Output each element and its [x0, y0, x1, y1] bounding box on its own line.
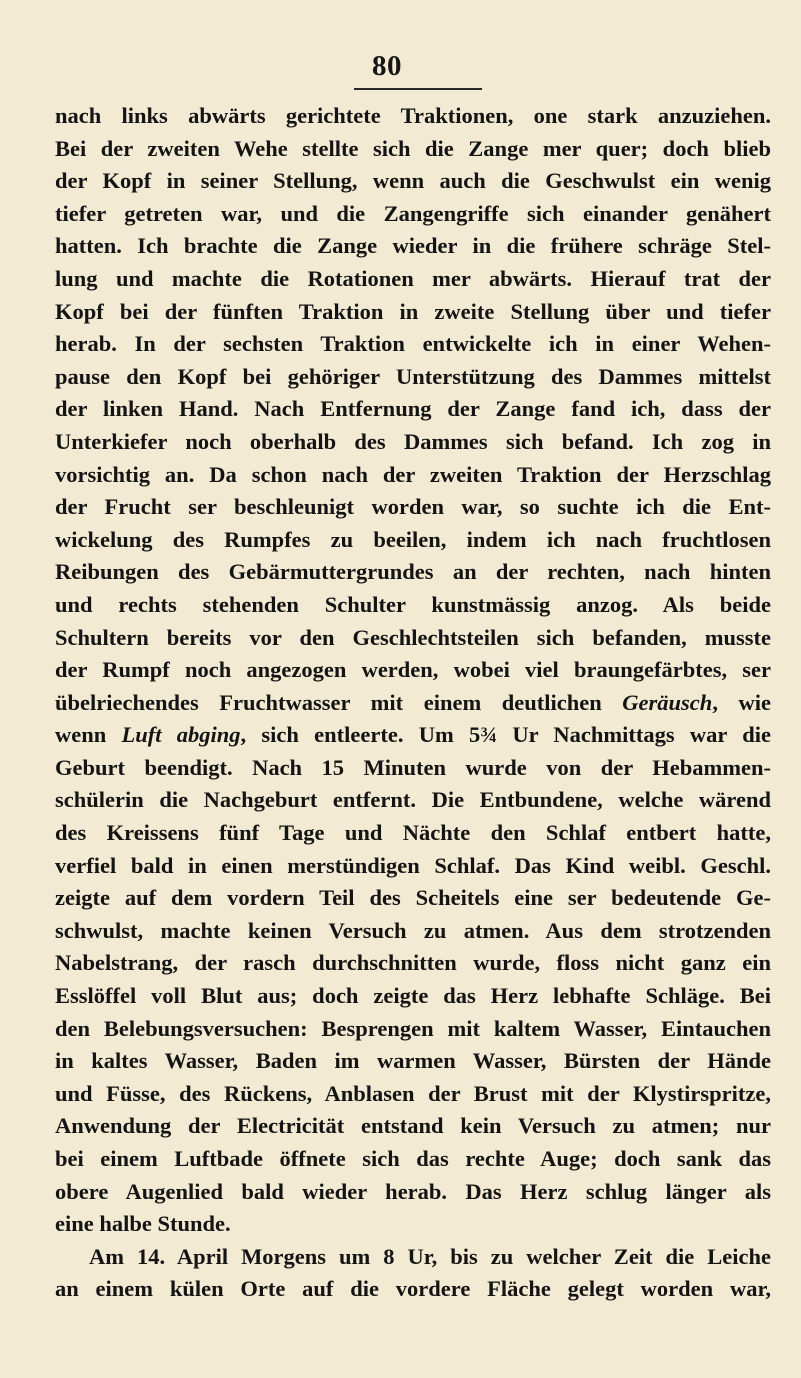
text-line: in kaltes Wasser, Baden im warmen Wasser, Bürsten der Hände	[55, 1048, 771, 1074]
text-line: Am 14. April Morgens um 8 Ur, bis zu welcher Zeit die Leiche	[89, 1243, 771, 1269]
text-line: Geburt beendigt. Nach 15 Minuten wurde von der Hebammen-	[55, 754, 771, 780]
text-line: wickelung des Rumpfes zu beeilen, indem ich nach fruchtlosen	[55, 526, 771, 552]
page-header	[0, 50, 801, 90]
text-line: den Belebungsversuchen: Besprengen mit kaltem Wasser, Eintauchen	[55, 1015, 771, 1041]
text-segment: übelriechendes Fruchtwasser mit einem deutlichen	[55, 689, 623, 715]
italic-term: Luft abging	[121, 722, 241, 748]
text-line: und rechts stehenden Schulter kunstmässig anzog. Als beide	[55, 591, 771, 617]
italic-term: Geräusch	[622, 689, 713, 715]
text-line: der Kopf in seiner Stellung, wenn auch die Geschwulst ein wenig	[55, 168, 771, 194]
text-line: zeigte auf dem vordern Teil des Scheitels eine ser bedeutende Ge-	[55, 885, 771, 911]
text-line	[55, 719, 771, 752]
text-line	[55, 687, 771, 720]
text-line: der linken Hand. Nach Entfernung der Zange fand ich, dass der	[55, 396, 771, 422]
text-segment: , sich entleerte. Um 5¾ Ur Nachmittags war die	[240, 722, 771, 748]
text-line: Schultern bereits vor den Geschlechtsteilen sich befanden, musste	[55, 624, 771, 650]
text-line: der Frucht ser beschleunigt worden war, so suchte ich die Ent-	[55, 494, 771, 520]
text-line: obere Augenlied bald wieder herab. Das Herz schlug länger als	[55, 1178, 771, 1204]
text-line: an einem külen Orte auf die vordere Fläche gelegt worden war,	[55, 1276, 771, 1302]
text-line: pause den Kopf bei gehöriger Unterstützung des Dammes mittelst	[55, 363, 771, 389]
text-line: schülerin die Nachgeburt entfernt. Die Entbundene, welche wärend	[55, 787, 771, 813]
header-rule	[354, 88, 482, 90]
text-line: Esslöffel voll Blut aus; doch zeigte das Herz lebhafte Schläge. Bei	[55, 983, 771, 1009]
text-line: und Füsse, des Rückens, Anblasen der Brust mit der Klystirspritze,	[55, 1080, 771, 1106]
text-line: vorsichtig an. Da schon nach der zweiten Traktion der Herzschlag	[55, 461, 771, 487]
body-text	[55, 100, 771, 1306]
text-line: Reibungen des Gebärmuttergrundes an der rechten, nach hinten	[55, 559, 771, 585]
text-line: hatten. Ich brachte die Zange wieder in die frühere schräge Stel-	[55, 233, 771, 259]
text-line: Anwendung der Electricität entstand kein Versuch zu atmen; nur	[55, 1113, 771, 1139]
text-line: eine halbe Stunde.	[55, 1211, 231, 1237]
text-line: der Rumpf noch angezogen werden, wobei viel braungefärbtes, ser	[55, 657, 771, 683]
text-line: tiefer getreten war, und die Zangengriffe sich einander genähert	[55, 200, 771, 226]
text-line: Bei der zweiten Wehe stellte sich die Zange mer quer; doch blieb	[55, 135, 771, 161]
text-line: schwulst, machte keinen Versuch zu atmen. Aus dem strotzenden	[55, 917, 771, 943]
text-segment: , wie	[712, 689, 771, 715]
page-number: 80	[372, 50, 402, 82]
text-line: des Kreissens fünf Tage und Nächte den Schlaf entbert hatte,	[55, 820, 771, 846]
text-line: herab. In der sechsten Traktion entwickelte ich in einer Wehen-	[55, 331, 771, 357]
text-line: Unterkiefer noch oberhalb des Dammes sich befand. Ich zog in	[55, 428, 771, 454]
text-line: lung und machte die Rotationen mer abwärts. Hierauf trat der	[55, 265, 771, 291]
text-line: verfiel bald in einen merstündigen Schlaf. Das Kind weibl. Geschl.	[55, 852, 771, 878]
text-segment: wenn	[55, 722, 122, 748]
text-line: Nabelstrang, der rasch durchschnitten wurde, floss nicht ganz ein	[55, 950, 771, 976]
text-line: Kopf bei der fünften Traktion in zweite Stellung über und tiefer	[55, 298, 771, 324]
text-line: nach links abwärts gerichtete Traktionen, one stark anzuziehen.	[55, 103, 771, 128]
text-line: bei einem Luftbade öffnete sich das rechte Auge; doch sank das	[55, 1146, 771, 1171]
